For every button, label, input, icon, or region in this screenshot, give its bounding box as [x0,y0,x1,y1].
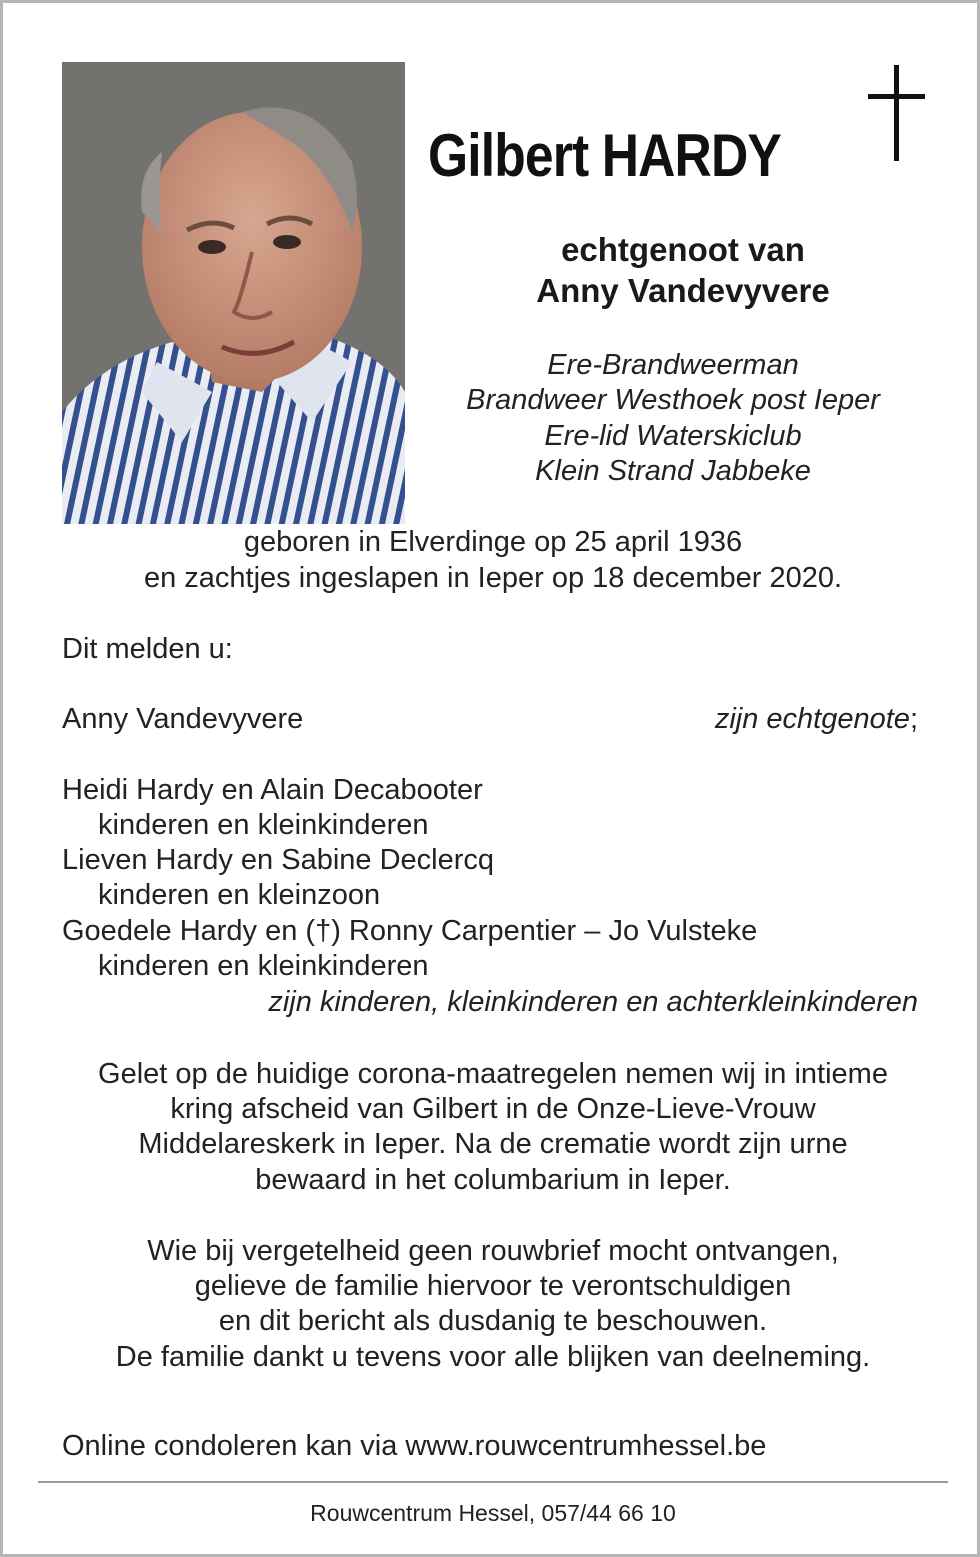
family-sub-3: kinderen en kleinkinderen [98,950,429,982]
spouse-name-heading: Anny Vandevyvere [536,272,830,309]
children-relation: zijn kinderen, kleinkinderen en achterkleinkinderen [268,986,918,1018]
title-line-4: Klein Strand Jabbeke [535,455,811,487]
footer-contact: Rouwcentrum Hessel, 057/44 66 10 [310,1500,676,1526]
notice-line-1: Wie bij vergetelheid geen rouwbrief mocht ontvangen, [147,1235,839,1267]
death-line: en zachtjes ingeslapen in Ieper op 18 december 2020. [143,562,843,594]
family-names-3: Goedele Hardy en (†) Ronny Carpentier – Jo Vulsteke [62,915,758,947]
birth-line: geboren in Elverdinge op 25 april 1936 [243,526,743,558]
spouse-announcer-name: Anny Vandevyvere [62,703,304,735]
farewell-line-2: kring afscheid van Gilbert in de Onze-Lieve-Vrouw [170,1093,816,1125]
farewell-line-3: Middelareskerk in Ieper. Na de crematie wordt zijn urne [138,1128,848,1160]
announcers-intro: Dit melden u: [62,633,233,665]
family-sub-2: kinderen en kleinzoon [98,879,381,911]
farewell-line-4: bewaard in het columbarium in Ieper. [255,1164,731,1196]
title-line-1: Ere-Brandweerman [547,349,799,381]
family-names-2: Lieven Hardy en Sabine Declercq [62,844,495,876]
portrait-photo [62,62,405,524]
title-line-2: Brandweer Westhoek post Ieper [466,384,880,416]
title-line-3: Ere-lid Waterskiclub [544,420,802,452]
farewell-line-1: Gelet op de huidige corona-maatregelen nemen wij in intieme [98,1058,888,1090]
online-condolence: Online condoleren kan via www.rouwcentrumhessel.be [62,1430,767,1462]
footer-divider [38,1481,948,1483]
notice-line-2: gelieve de familie hiervoor te verontschuldigen [194,1270,792,1302]
deceased-name: Gilbert HARDY [428,122,781,189]
spouse-relation: zijn echtgenote; [714,703,918,735]
spouse-of-label: echtgenoot van [561,231,805,268]
family-names-1: Heidi Hardy en Alain Decabooter [62,774,483,806]
family-sub-1: kinderen en kleinkinderen [98,809,429,841]
notice-line-3: en dit bericht als dusdanig te beschouwen. [218,1305,768,1337]
notice-line-4: De familie dankt u tevens voor alle blijken van deelneming. [115,1341,871,1373]
cross-icon [868,65,925,161]
